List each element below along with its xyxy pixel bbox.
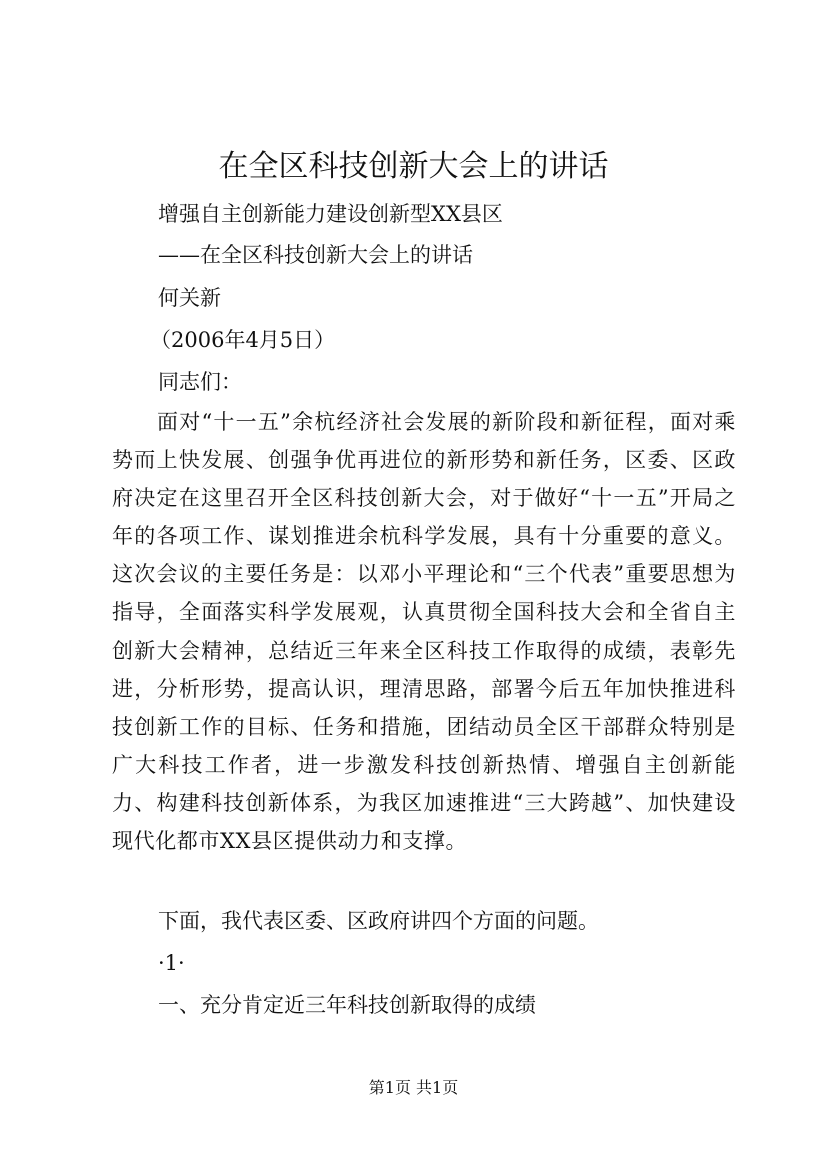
greeting: 同志们： [158,370,242,394]
date: （2006年4月5日） [150,328,336,352]
page-footer: 第1页 共1页 [368,1078,459,1097]
paragraph-2: 下面，我代表区委、区政府讲四个方面的问题。 [158,909,599,933]
subtitle-2: ——在全区科技创新大会上的讲话 [158,243,473,267]
subtitle: 增强自主创新能力建设创新型XX县区 [158,202,503,226]
paragraph-1: 面对“十一五”余杭经济社会发展的新阶段和新征程，面对乘势而上快发展、创强争优再进位的新形势和新任务，区委、区政府决定在这里召开全区科技创新大会，对于做好“十一五”开局之年的各项工作、谋划推进余杭科学发展，具有十分重要的意义。这次会议的主要任务是：以邓小平理论和“三个代表”重要思想为指导，全面落实科学发展观，认真贯彻全国科技大会和全省自主创新大会精神，总结近三年来全区科技工作取得的成绩，表彰先进，分析形势，提高认识，理清思路，部署今后五年加快推进科技创新工作的目标、任务和措施，团结动员全区干部群众特别是广大科技工作者，进一步激发科技创新热情、增强自主创新能力、构建科技创新体系，为我区加速推进“三大跨越”、加快建设现代化都市XX县区提供动力和支撑。 [112,410,736,854]
page-marker: ·1· [158,951,185,975]
author: 何关新 [158,286,221,310]
document-title: 在全区科技创新大会上的讲话 [218,149,609,184]
section-1-heading: 一、充分肯定近三年科技创新取得的成绩 [158,993,536,1017]
